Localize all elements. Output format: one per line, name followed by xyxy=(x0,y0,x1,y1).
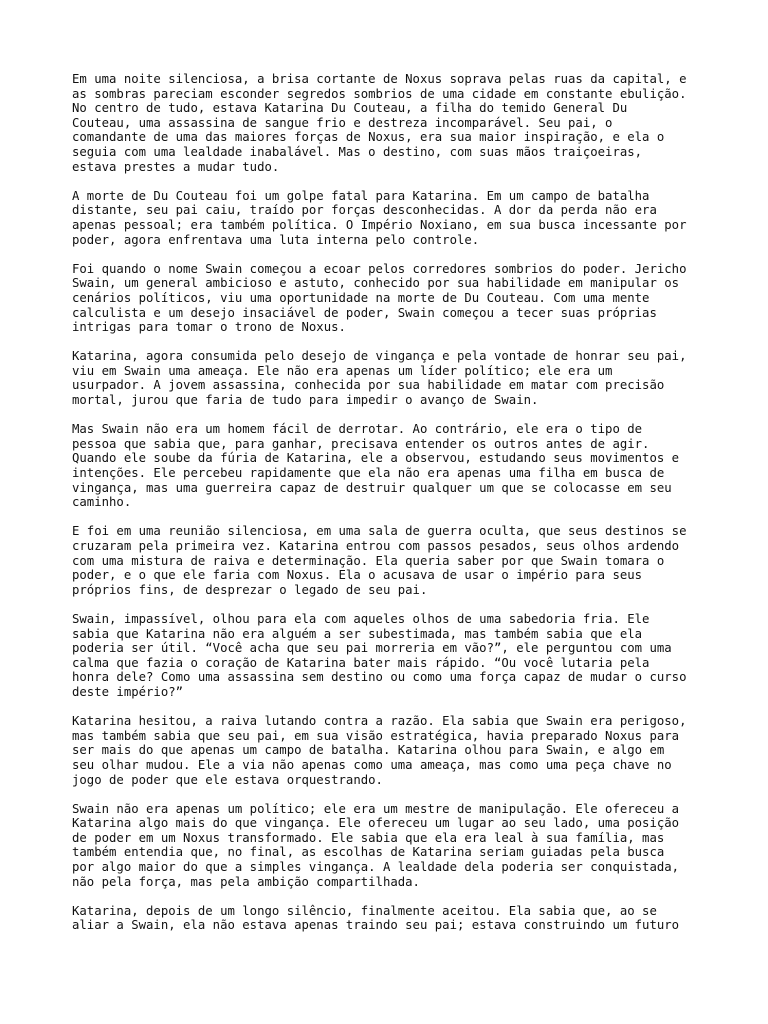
paragraph-10: Katarina, depois de um longo silêncio, finalmente aceitou. Ela sabia que, ao se aliar a Swain, ela não estava apenas traindo seu pai; estava construindo um futuro xyxy=(72,903,680,933)
paragraph-7: Swain, impassível, olhou para ela com aqueles olhos de uma sabedoria fria. Ele sabia que Katarina não era alguém a ser subestimada, mas também sabia que ela poderia ser útil. “Você acha que seu pai morreria em vão?”, ele perguntou com uma calma que fazia o coração de Katarina bater mais rápido. “Ou você lutaria pela honra dele? Como uma assassina sem destino ou como uma força capaz de mudar o curso deste império?” xyxy=(72,611,687,699)
paragraph-5: Mas Swain não era um homem fácil de derrotar. Ao contrário, ele era o tipo de pessoa que sabia que, para ganhar, precisava entender os outros antes de agir. Quando ele soube da fúria de Katarina, ele a observou, estudando seus movimentos e intenções. Ele percebeu rapidamente que ela não era apenas uma filha em busca de vingança, mas uma guerreira capaz de destruir qualquer um que se colocasse em seu caminho. xyxy=(72,422,680,510)
document-page xyxy=(72,72,712,948)
paragraph-3: Foi quando o nome Swain começou a ecoar pelos corredores sombrios do poder. Jericho Swain, um general ambicioso e astuto, conhecido por sua habilidade em manipular os cenários políticos, viu uma oportunidade na morte de Du Couteau. Com uma mente calculista e um desejo insaciável de poder, Swain começou a tecer suas próprias intrigas para tomar o trono de Noxus. xyxy=(72,261,687,335)
paragraph-8: Katarina hesitou, a raiva lutando contra a razão. Ela sabia que Swain era perigoso, mas também sabia que seu pai, em sua visão estratégica, havia preparado Noxus para ser mais do que apenas um campo de batalha. Katarina olhou para Swain, e algo em seu olhar mudou. Ele a via não apenas como uma ameaça, mas como uma peça chave no jogo de poder que ele estava orquestrando. xyxy=(72,714,687,787)
paragraph-9: Swain não era apenas um político; ele era um mestre de manipulação. Ele ofereceu a Katarina algo mais do que vingança. Ele ofereceu um lugar ao seu lado, uma posição de poder em um Noxus transformado. Ele sabia que ela era leal à sua família, mas também entendia que, no final, as escolhas de Katarina seriam guiadas pela busca por algo maior do que a simples vingança. A lealdade dela poderia ser conquistada, não pela força, mas pela ambição compartilhada. xyxy=(72,801,680,889)
paragraph-2: A morte de Du Couteau foi um golpe fatal para Katarina. Em um campo de batalha distante, seu pai caiu, traído por forças desconhecidas. A dor da perda não era apenas pessoal; era também política. O Império Noxiano, em sua busca incessante por poder, agora enfrentava uma luta interna pelo controle. xyxy=(72,188,687,247)
paragraph-4: Katarina, agora consumida pelo desejo de vingança e pela vontade de honrar seu pai, viu em Swain uma ameaça. Ele não era apenas um líder político; ele era um usurpador. A jovem assassina, conhecida por sua habilidade em matar com precisão mortal, jurou que faria de tudo para impedir o avanço de Swain. xyxy=(72,349,687,408)
paragraph-1: Em uma noite silenciosa, a brisa cortante de Noxus soprava pelas ruas da capital, e as sombras pareciam esconder segredos sombrios de uma cidade em constante ebulição. No centro de tudo, estava Katarina Du Couteau, a filha do temido General Du Couteau, uma assassina de sangue frio e destreza incomparável. Seu pai, o comandante de uma das maiores forças de Noxus, era sua maior inspiração, e ela o seguia com uma lealdade inabalável. Mas o destino, com suas mãos traiçoeiras, estava prestes a mudar tudo. xyxy=(72,72,687,174)
paragraph-6: E foi em uma reunião silenciosa, em uma sala de guerra oculta, que seus destinos se cruzaram pela primeira vez. Katarina entrou com passos pesados, seus olhos ardendo com uma mistura de raiva e determinação. Ela queria saber por que Swain tomara o poder, e o que ele faria com Noxus. Ela o acusava de usar o império para seus próprios fins, de desprezar o legado de seu pai. xyxy=(72,524,687,597)
